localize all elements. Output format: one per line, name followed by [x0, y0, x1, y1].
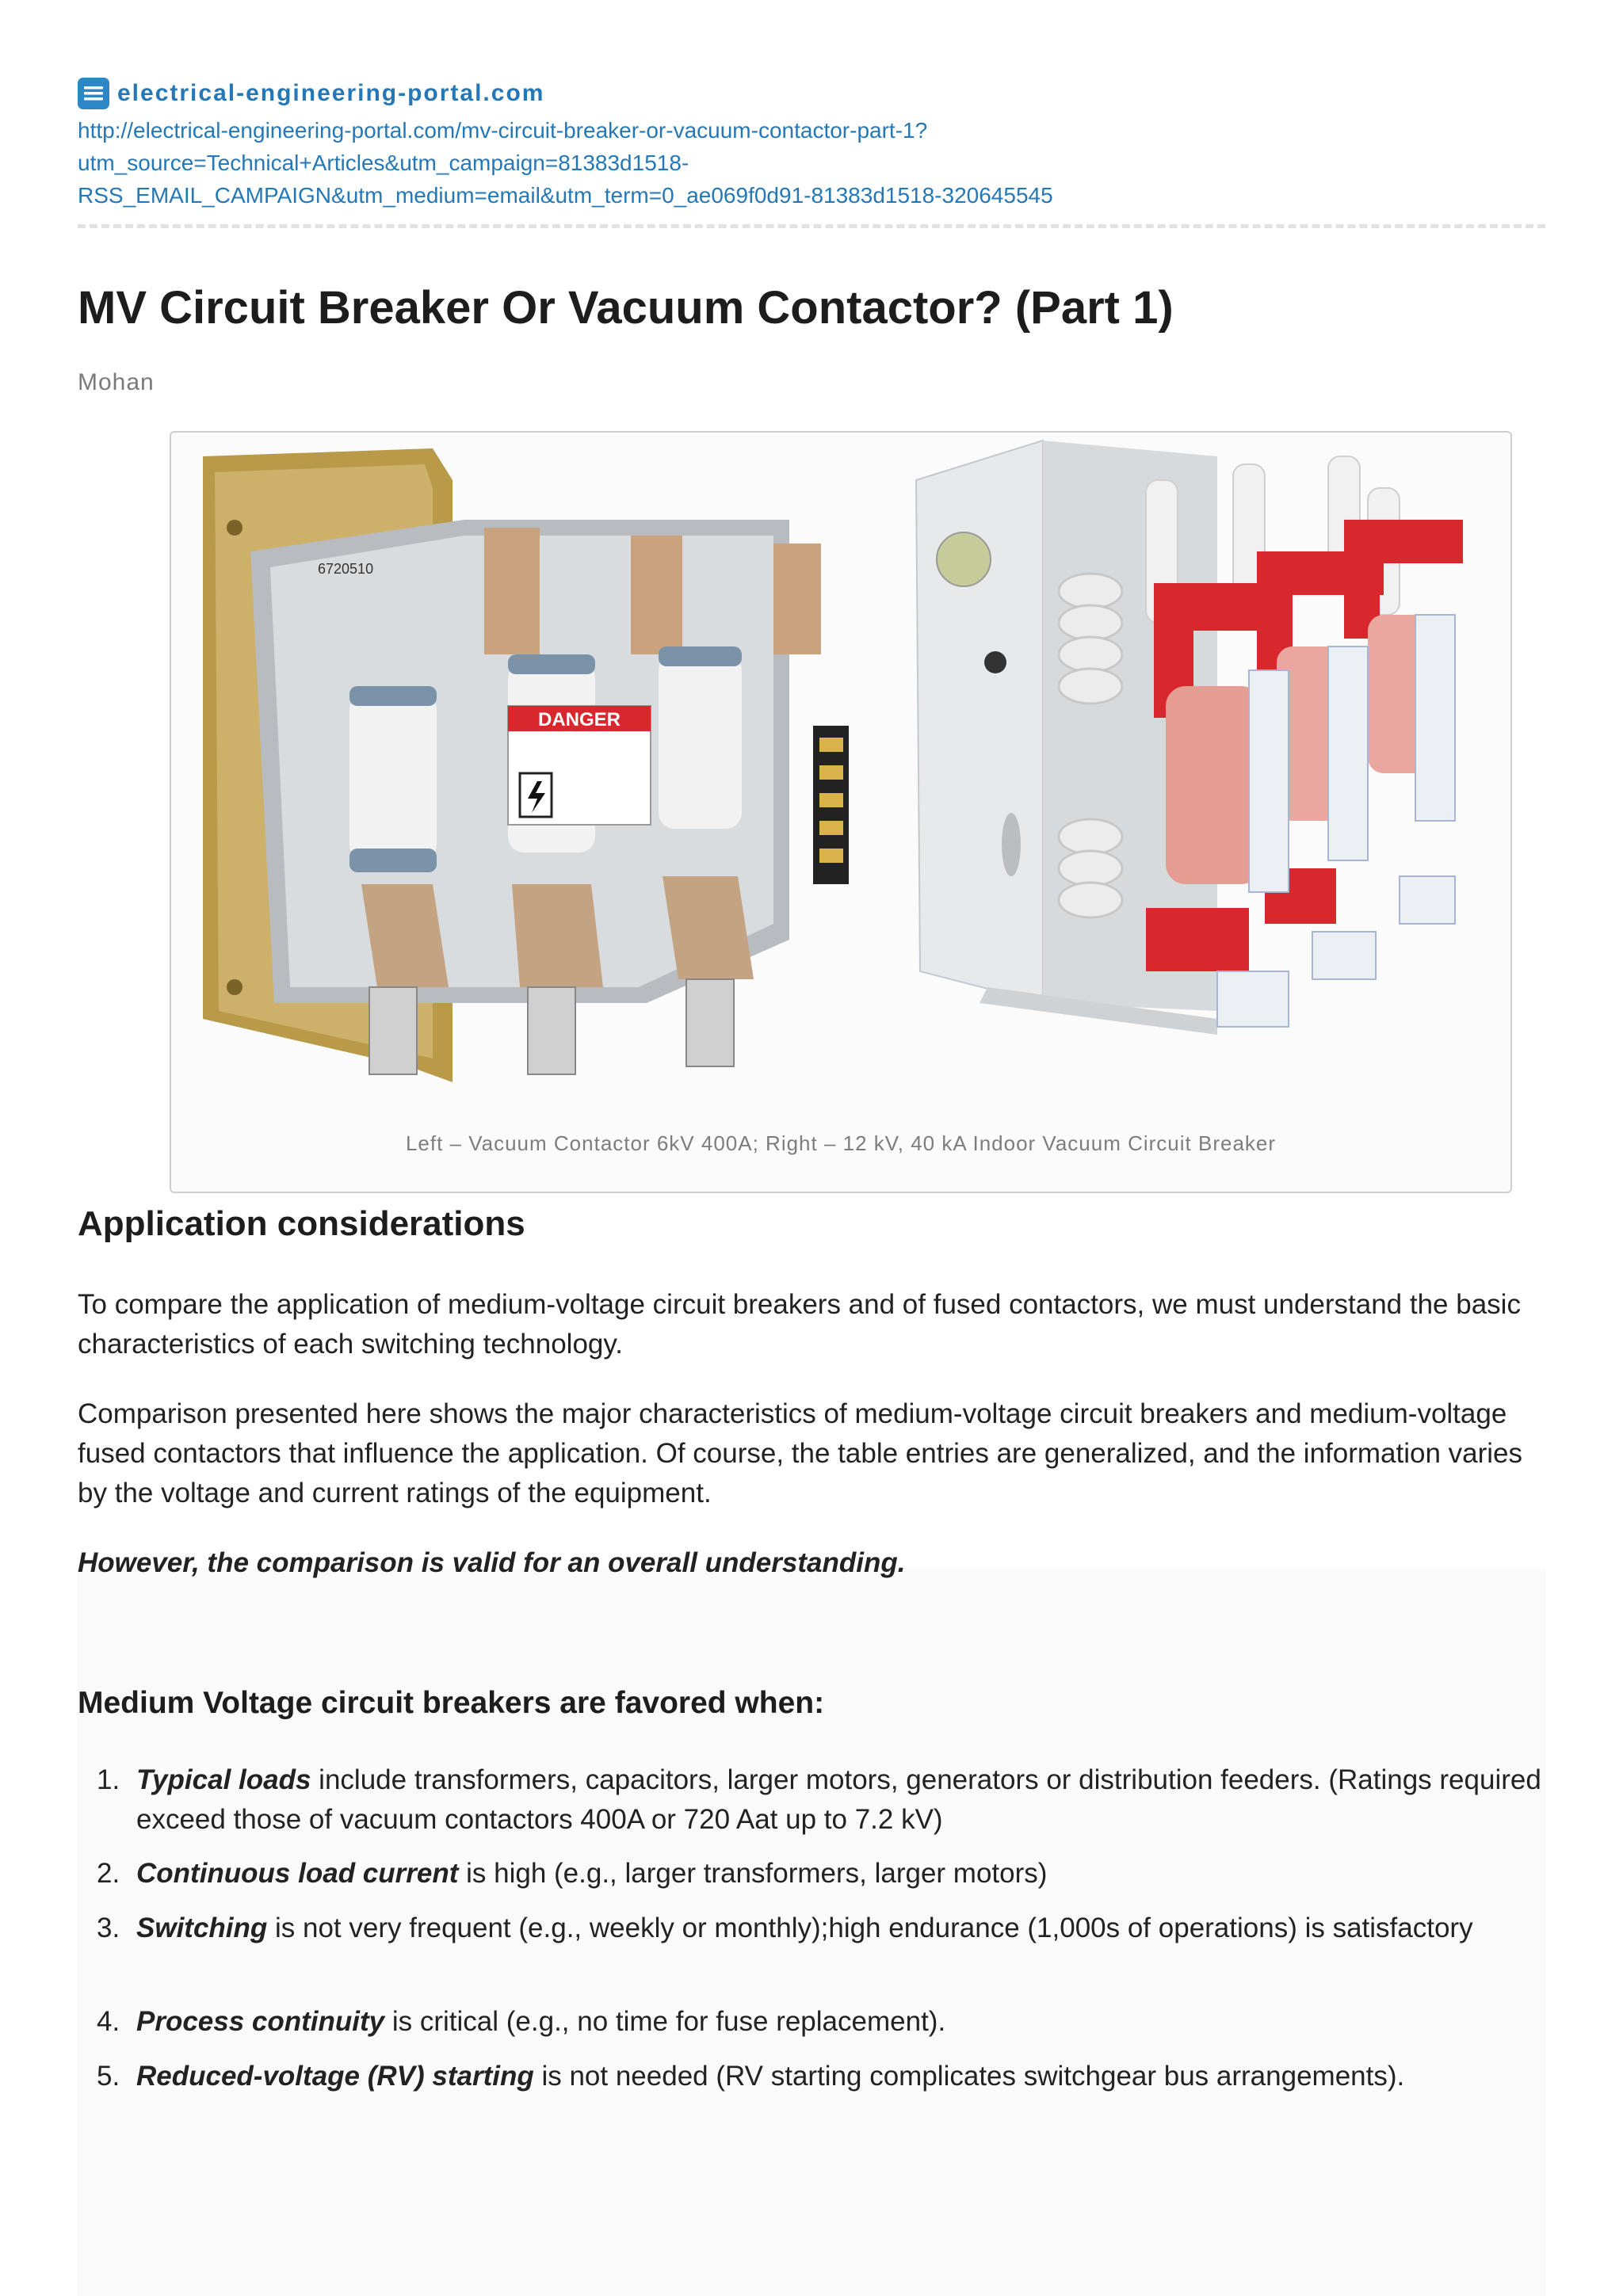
figure-caption: Left – Vacuum Contactor 6kV 400A; Right – 12 kV, 40 kA Indoor Vacuum Circuit Breaker [405, 1131, 1277, 1155]
vacuum-contactor-image [203, 448, 849, 1082]
subsection-heading: Medium Voltage circuit breakers are favored when: [78, 1686, 825, 1720]
article-author: Mohan [78, 369, 155, 395]
vacuum-circuit-breaker-image [916, 441, 1463, 1035]
list-item [78, 1909, 1545, 2002]
list-item [78, 1760, 1545, 1854]
url-line[interactable]: http://electrical-engineering-portal.com/mv-circuit-breaker-or-vacuum-contactor-part-1? [78, 118, 928, 143]
paragraph: Comparison presented here shows the major characteristics of medium-voltage circuit breakers and medium-voltage fused contactors that influence the application. Of course, the table entries are generalized, and the information varies by the voltage and current ratings of the equipment. [78, 1398, 1523, 1508]
list-number: 2. [97, 1858, 120, 1889]
list-item-text: is not needed (RV starting complicates switchgear bus arrangements). [533, 2061, 1405, 2092]
site-name-link[interactable]: electrical-engineering-portal.com [117, 80, 545, 106]
list-item-lead: Process continuity [136, 2006, 385, 2037]
list-item-lead: Typical loads [136, 1764, 311, 1795]
list-item-text: is high (e.g., larger transformers, larger motors) [458, 1858, 1048, 1889]
list-item [78, 1854, 1545, 1909]
source-header [78, 78, 1545, 212]
list-item-lead: Reduced-voltage (RV) starting [136, 2061, 534, 2092]
nameplate-text: 6720510 [318, 561, 374, 577]
equipment-photos [171, 433, 1510, 1114]
article-figure [170, 431, 1512, 1193]
list-item-lead: Switching [136, 1913, 268, 1943]
danger-label: DANGER [537, 709, 621, 730]
site-row[interactable] [78, 78, 1545, 109]
favored-conditions-list [78, 1760, 1545, 2096]
list-item [78, 2002, 1545, 2057]
header-divider [78, 224, 1545, 228]
list-number: 3. [97, 1913, 120, 1943]
section-heading: Application considerations [78, 1204, 525, 1243]
paragraph: To compare the application of medium-voltage circuit breakers and of fused contactors, we must understand the basic characteristics of each switching technology. [78, 1289, 1521, 1360]
list-item-text: is critical (e.g., no time for fuse replacement). [384, 2006, 946, 2037]
url-line[interactable]: utm_source=Technical+Articles&utm_campaign=81383d1518- [78, 151, 689, 175]
url-line[interactable]: RSS_EMAIL_CAMPAIGN&utm_medium=email&utm_term=0_ae069f0d91-81383d1518-320645545 [78, 183, 1053, 208]
article-title: MV Circuit Breaker Or Vacuum Contactor? (Part 1) [78, 282, 1174, 334]
list-item-text: is not very frequent (e.g., weekly or monthly);high endurance (1,000s of operations) is satisfactory [267, 1913, 1473, 1943]
list-number: 5. [97, 2061, 120, 2092]
list-item [78, 2057, 1545, 2096]
site-logo-icon [78, 78, 109, 109]
list-item-lead: Continuous load current [136, 1858, 459, 1889]
list-number: 4. [97, 2006, 120, 2037]
list-number: 1. [97, 1764, 120, 1795]
list-item-text: include transformers, capacitors, larger motors, generators or distribution feeders. (Ratings required exceed those of vacuum contactors 400A or 720 Aat up to 7.2 kV) [136, 1764, 1541, 1835]
source-url-link[interactable] [78, 114, 1545, 212]
emphasis-paragraph: However, the comparison is valid for an overall understanding. [78, 1547, 906, 1578]
